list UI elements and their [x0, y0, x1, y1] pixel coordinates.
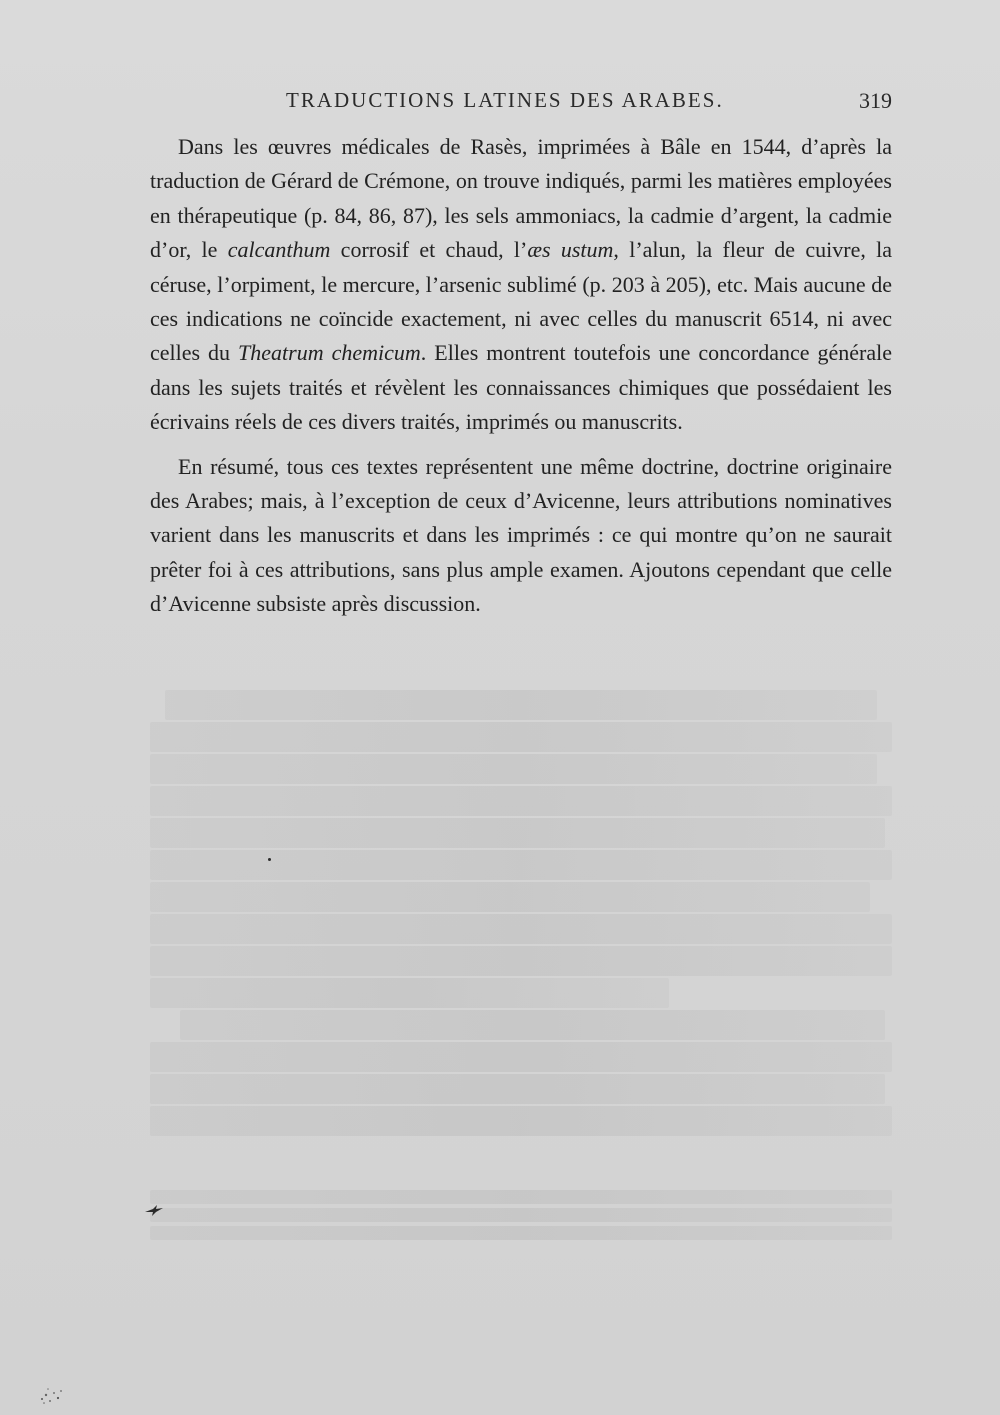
ink-mark-icon	[143, 1203, 165, 1217]
italic-aes-ustum: æs ustum	[527, 237, 614, 263]
paragraph-2: En résumé, tous ces textes représentent une même doctrine, doctrine originaire des Arabes; mais, à l’exception de ceux d’Avicenne, leurs attributions nominatives varient dans les manuscrits et dans les imprimés : ce qui montre qu’on ne saurait prêter foi à ces attributions, sans plus ample examen. Ajoutons cependant que celle d’Avicenne subsiste après discussion.	[150, 453, 892, 617]
italic-calcanthum: calcanthum	[227, 237, 331, 263]
show-through-text	[150, 690, 892, 1160]
scan-noise-icon	[38, 1385, 66, 1405]
speck	[268, 858, 271, 861]
paragraph-1	[150, 130, 892, 440]
paragraph-1-segment-3: , l’alun, la fleur de cuivre, la céruse, l’orpiment, le mercure, l’arsenic sublimé (p. 203 à 205), etc. Mais aucune de ces indications ne coïncide exactement, ni avec celles du manuscrit 6514, ni avec celles du	[150, 237, 892, 366]
body-text	[150, 130, 892, 622]
page-header	[150, 88, 892, 122]
page-number: 319	[859, 88, 892, 113]
italic-theatrum-chemicum: Theatrum chemicum	[238, 340, 421, 366]
show-through-footnotes	[150, 1190, 892, 1260]
paragraph-1-segment-1: Dans les œuvres médicales de Rasès, imprimées à Bâle en 1544, d’après la traduction de Gérard de Crémone, on trouve indiqués, parmi les matières employées en thérapeutique (p. 84, 86, 87), les sels ammoniacs, la cadmie d’argent, la cadmie d’or, le	[150, 134, 892, 263]
paragraph-1-segment-2: corrosif et chaud, l’	[330, 237, 528, 263]
running-title: TRADUCTIONS LATINES DES ARABES.	[286, 88, 724, 112]
paragraph-1-segment-4: . Elles montrent toutefois une concordance générale dans les sujets traités et révèlent les connaissances chimiques que possédaient les écrivains réels de ces divers traités, imprimés ou manuscrits.	[150, 340, 892, 435]
